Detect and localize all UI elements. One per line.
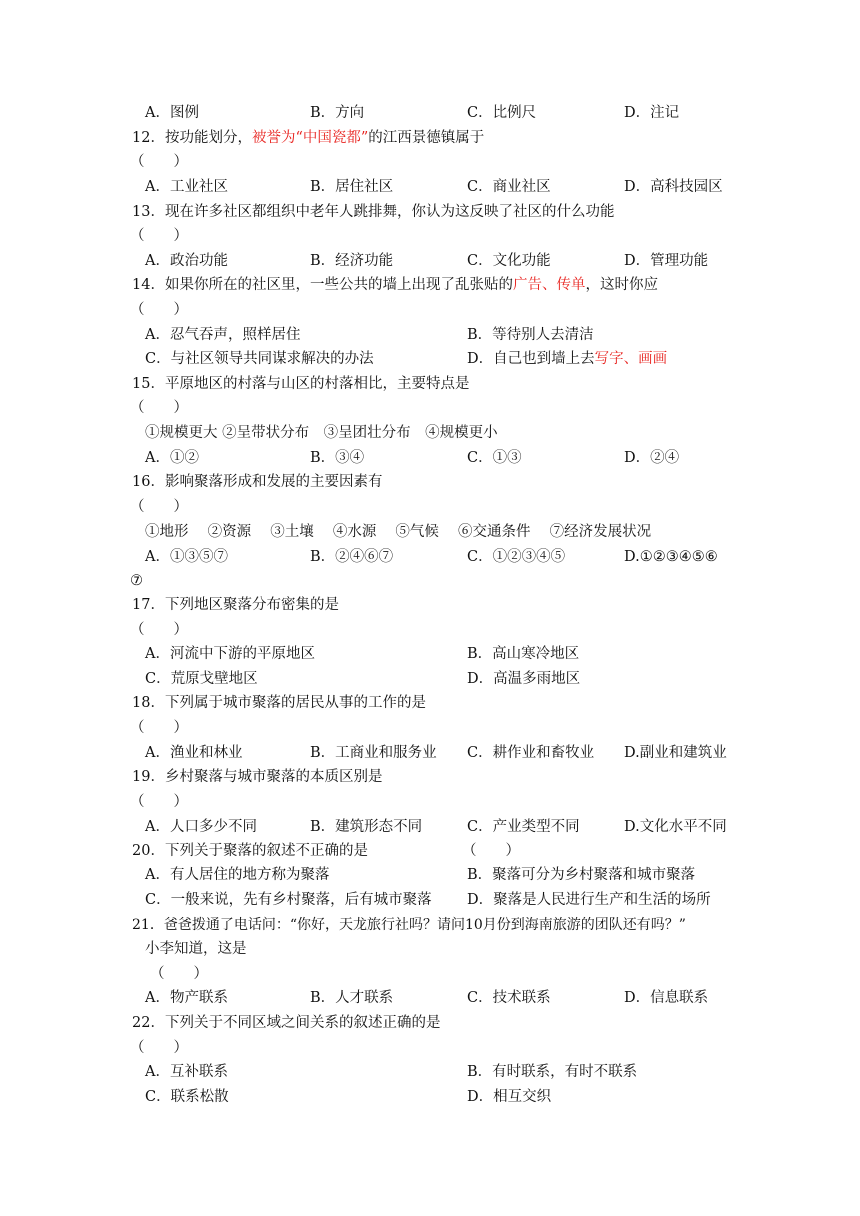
q15-stem: 15．平原地区的村落与山区的村落相比，主要特点是: [132, 376, 470, 392]
q11-option-a: A．图例: [145, 105, 199, 121]
q14-answer-paren: （ ）: [130, 302, 188, 318]
q21-answer-paren: （ ）: [150, 966, 208, 982]
q11-option-c: C．比例尺: [467, 105, 537, 121]
q19-option-b: B．建筑形态不同: [310, 819, 423, 835]
q14-stem-text: 14．如果你所在的社区里，一些公共的墙上出现了乱张贴的: [132, 277, 513, 293]
q11-option-d: D．注记: [624, 105, 680, 121]
q22-option-a: A．互补联系: [145, 1064, 228, 1080]
q20-option-a: A．有人居住的地方称为聚落: [145, 867, 330, 883]
q16-option-d-wrap: ⑦: [130, 573, 143, 589]
q16-option-a: A．①③⑤⑦: [145, 549, 228, 565]
q15-items: ①规模更大 ②呈带状分布 ③呈团壮分布 ④规模更小: [145, 425, 498, 441]
q20-answer-paren: （ ）: [462, 843, 520, 859]
q16-items: ①地形 ②资源 ③土壤 ④水源 ⑤气候 ⑥交通条件 ⑦经济发展状况: [145, 524, 652, 540]
q16-option-b: B．②④⑥⑦: [310, 549, 394, 565]
q19-answer-paren: （ ）: [130, 794, 188, 810]
q16-stem: 16．影响聚落形成和发展的主要因素有: [132, 474, 383, 490]
q13-option-c: C．文化功能: [467, 253, 551, 269]
q17-answer-paren: （ ）: [130, 622, 188, 638]
q15-option-d: D．②④: [624, 450, 680, 466]
q22-stem: 22．下列关于不同区域之间关系的叙述正确的是: [132, 1015, 441, 1031]
q14-stem-highlight: 广告、传单: [512, 277, 586, 293]
q16-option-c: C．①②③④⑤: [467, 549, 566, 565]
q14-option-b: B．等待别人去清洁: [467, 327, 594, 343]
q19-stem: 19．乡村聚落与城市聚落的本质区别是: [132, 769, 383, 785]
q21-stem: 21．爸爸拨通了电话问：“你好，天龙旅行社吗？请问10月份到海南旅游的团队还有吗？”: [132, 917, 686, 933]
q12-option-b: B．居住社区: [310, 179, 394, 195]
q11-option-b: B．方向: [310, 105, 365, 121]
q18-option-c: C．耕作业和畜牧业: [467, 745, 595, 761]
q16-option-d: D.①②③④⑤⑥: [624, 549, 718, 565]
q22-option-d: D．相互交织: [467, 1089, 552, 1105]
q20-option-b: B．聚落可分为乡村聚落和城市聚落: [467, 867, 696, 883]
q14-option-d: [467, 348, 667, 370]
q18-stem: 18．下列属于城市聚落的居民从事的工作的是: [132, 695, 426, 711]
q19-option-a: A．人口多少不同: [145, 819, 257, 835]
q12-stem: [132, 127, 484, 149]
q22-option-c: C．联系松散: [145, 1089, 229, 1105]
q12-option-a: A．工业社区: [145, 179, 228, 195]
q13-stem: 13．现在许多社区都组织中老年人跳排舞，你认为这反映了社区的什么功能: [132, 204, 615, 220]
q13-answer-paren: （ ）: [130, 228, 188, 244]
q18-option-a: A．渔业和林业: [145, 745, 243, 761]
q22-option-b: B．有时联系，有时不联系: [467, 1064, 638, 1080]
q12-option-d: D．高科技园区: [624, 179, 723, 195]
q15-option-a: A．①②: [145, 450, 199, 466]
q14-option-d-text: D．自己也到墙上去: [467, 351, 595, 367]
q12-stem-highlight: 被誉为“中国瓷都”: [251, 130, 369, 146]
q15-answer-paren: （ ）: [130, 400, 188, 416]
q12-stem-text-end: 的江西景德镇属于: [368, 130, 485, 146]
q18-answer-paren: （ ）: [130, 720, 188, 736]
q17-option-c: C．荒原戈壁地区: [145, 671, 258, 687]
q15-option-b: B．③④: [310, 450, 365, 466]
q20-option-c: C．一般来说，先有乡村聚落，后有城市聚落: [145, 892, 432, 908]
q17-option-b: B．高山寒冷地区: [467, 646, 580, 662]
q13-option-a: A．政治功能: [145, 253, 228, 269]
q20-option-d: D．聚落是人民进行生产和生活的场所: [467, 892, 711, 908]
q12-option-c: C．商业社区: [467, 179, 551, 195]
q21-option-b: B．人才联系: [310, 990, 394, 1006]
q22-answer-paren: （ ）: [130, 1040, 188, 1056]
q13-option-b: B．经济功能: [310, 253, 394, 269]
q17-stem: 17．下列地区聚落分布密集的是: [132, 597, 339, 613]
q17-option-d: D．高温多雨地区: [467, 671, 581, 687]
q14-option-d-highlight: 写字、画画: [594, 351, 668, 367]
q17-option-a: A．河流中下游的平原地区: [145, 646, 315, 662]
q19-option-d: D.文化水平不同: [624, 819, 727, 835]
q21-option-c: C．技术联系: [467, 990, 551, 1006]
q14-option-c: C．与社区领导共同谋求解决的办法: [145, 351, 374, 367]
q18-option-d: D.副业和建筑业: [624, 745, 727, 761]
q21-option-d: D．信息联系: [624, 990, 709, 1006]
q12-answer-paren: （ ）: [130, 154, 188, 170]
q14-stem-text-end: ，这时你应: [585, 277, 658, 293]
q14-option-a: A．忍气吞声，照样居住: [145, 327, 301, 343]
q18-option-b: B．工商业和服务业: [310, 745, 437, 761]
q15-option-c: C．①③: [467, 450, 522, 466]
q21-option-a: A．物产联系: [145, 990, 228, 1006]
q16-answer-paren: （ ）: [130, 499, 188, 515]
q13-option-d: D．管理功能: [624, 253, 709, 269]
q20-stem: 20．下列关于聚落的叙述不正确的是: [132, 843, 368, 859]
q12-stem-text: 12．按功能划分，: [132, 130, 252, 146]
q21-stem-continued: 小李知道，这是: [145, 941, 247, 957]
q19-option-c: C．产业类型不同: [467, 819, 580, 835]
q14-stem: [132, 274, 658, 296]
